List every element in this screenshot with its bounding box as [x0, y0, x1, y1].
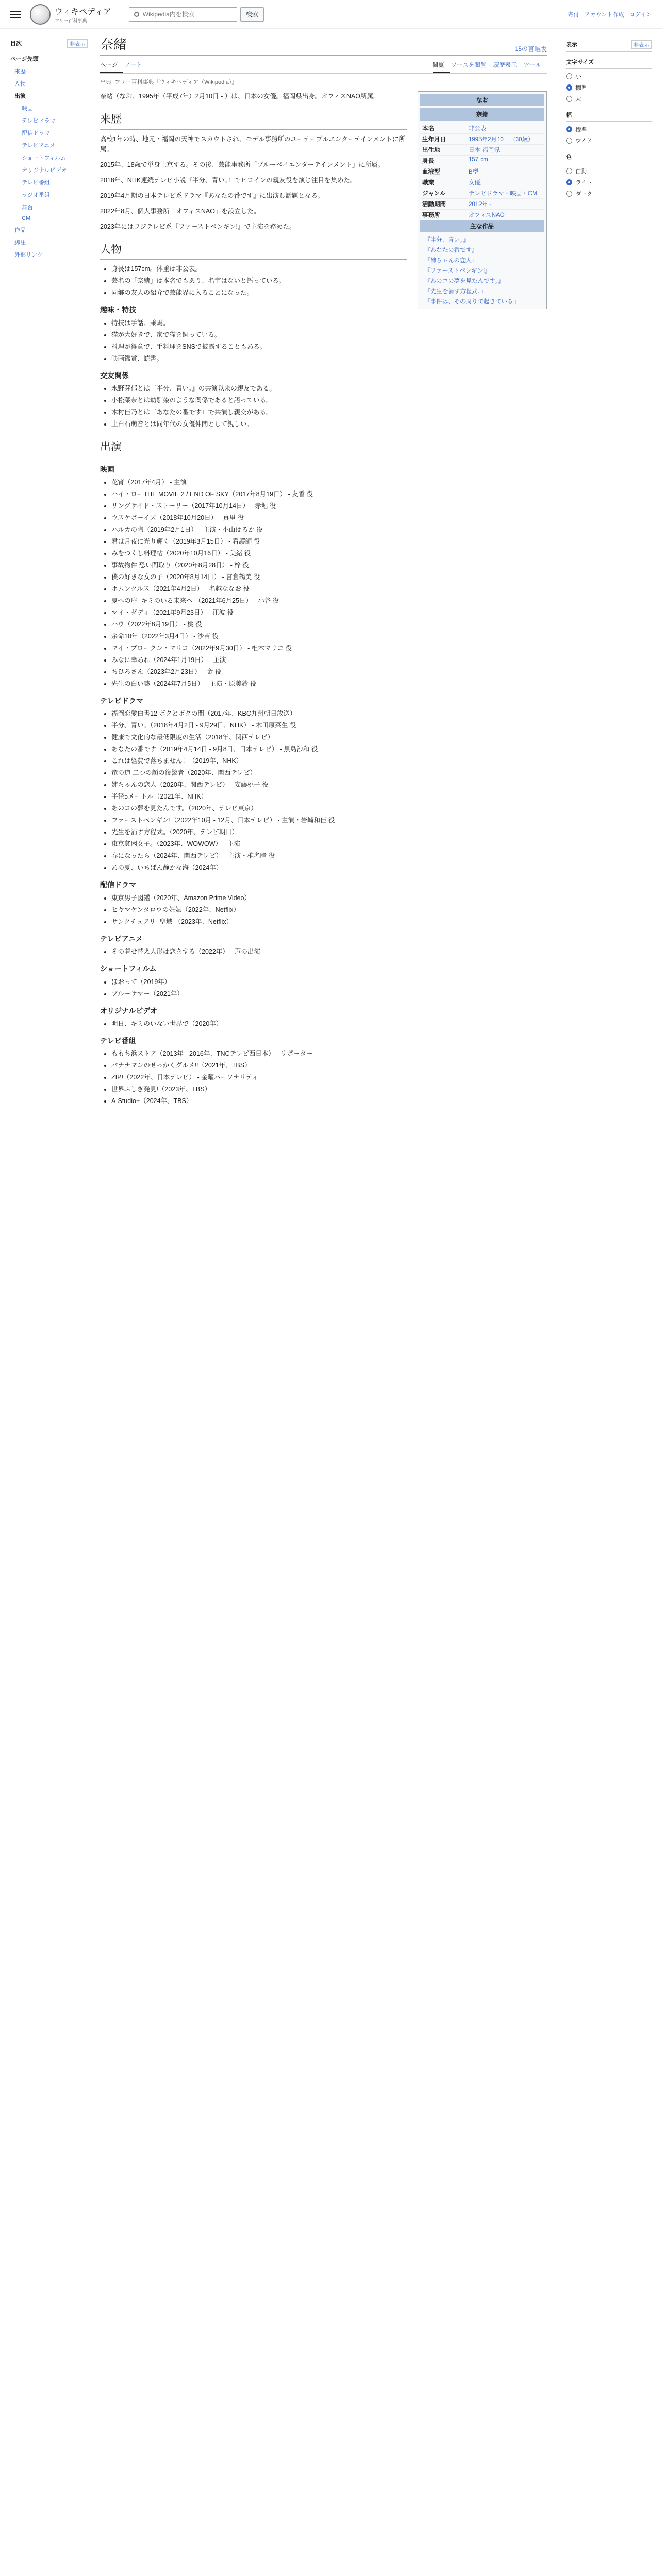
toc-item[interactable]: 作品 [14, 227, 26, 233]
streaming-item: • 東京男子図鑑（2020年、Amazon Prime Video） [111, 893, 407, 903]
create-account-link[interactable]: アカウント作成 [584, 11, 624, 18]
infobox-work-link[interactable]: 『先生を消す方程式。』 [424, 289, 487, 295]
drama-item: • 姉ちゃんの恋人（2020年、関西テレビ） - 安藤桃子 役 [111, 779, 407, 790]
infobox-value[interactable]: 2012年 - [469, 201, 492, 208]
infobox-row [420, 133, 544, 144]
film-item: • ハイ・ローTHE MOVIE 2 / END OF SKY（2017年8月19日） - 友香 役 [111, 489, 407, 499]
infobox-work-link[interactable]: 『あのコの夢を見たんです。』 [424, 278, 504, 284]
toc-item[interactable]: オリジナルビデオ [22, 167, 67, 174]
infobox-value[interactable]: オフィスNAO [469, 212, 505, 218]
hobby-item: • 特技は手話、乗馬。 [111, 318, 407, 328]
site-subtitle: フリー百科事典 [55, 18, 87, 23]
infobox-row [420, 209, 544, 220]
history-paragraph: 2015年、18歳で単身上京する。その後、芸能事務所「ブルーベイエンターテインメント」に所属。 [100, 161, 385, 168]
anime-list [111, 946, 407, 957]
drama-item: • あのコの夢を見たんです。（2020年、テレビ東京） [111, 803, 407, 814]
tab-read[interactable]: 閲覧 [433, 58, 450, 73]
person-item: • 芸名の「奈緒」は本名でもあり、名字はないと語っている。 [111, 276, 407, 286]
color-light-option[interactable]: ライト [566, 177, 652, 188]
film-item: • マイ・ブロークン・マリコ（2022年9月30日） - 椎木マリコ 役 [111, 643, 407, 653]
infobox-value[interactable]: 女優 [469, 180, 481, 186]
infobox-key: 職業 [422, 180, 434, 186]
section-film-heading: 映画 [100, 465, 114, 473]
tv-program-item: • ももち浜ストア（2013年 - 2016年、TNCテレビ西日本） - リポーター [111, 1048, 407, 1059]
drama-item: • 先生を消す方程式。（2020年、テレビ朝日） [111, 827, 407, 837]
infobox-value[interactable]: 157 cm [469, 157, 488, 163]
film-item: • マイ・ダディ（2021年9月23日） - 江波 役 [111, 607, 407, 618]
color-auto-option[interactable]: 自動 [566, 165, 652, 177]
streaming-list [111, 893, 407, 927]
infobox-work-link[interactable]: 『姉ちゃんの恋人』 [424, 258, 478, 264]
infobox-reading: なお [420, 94, 544, 106]
tv-program-item: • 世界ふしぎ発見!（2023年、TBS） [111, 1084, 407, 1094]
infobox-key: 本名 [422, 126, 434, 132]
width-heading: 幅 [566, 112, 572, 118]
section-short-heading: ショートフィルム [100, 964, 157, 973]
language-button[interactable]: 15の言語版 [515, 45, 547, 53]
film-list [111, 477, 407, 689]
film-item: • みなに幸あれ（2024年1月19日） - 主演 [111, 655, 407, 665]
drama-item: • あの夏、いちばん静かな海（2024年） [111, 862, 407, 873]
infobox-key: ジャンル [422, 191, 446, 197]
section-anime-heading: テレビアニメ [100, 934, 143, 943]
tv-program-item: • ZIP!（2022年、日本テレビ） - 金曜パーソナリティ [111, 1072, 407, 1082]
intro-paragraph: 奈緒（なお、1995年（平成7年）2月10日 - ）は、日本の女優。福岡県出身。オフィスNAO所属。 [100, 93, 380, 100]
history-section [100, 134, 407, 232]
section-drama-heading: テレビドラマ [100, 696, 143, 705]
page-title: 奈緒 [100, 37, 127, 52]
film-item: • みをつくし料理帖（2020年10月16日） - 美緒 役 [111, 548, 407, 558]
hobby-item: • 料理が得意で、手料理をSNSで披露することもある。 [111, 342, 407, 352]
infobox-key: 活動期間 [422, 201, 446, 208]
hobby-item: • 猫が大好きで、家で猫を飼っている。 [111, 330, 407, 340]
drama-item: • 半分、青い。（2018年4月2日 - 9月29日、NHK） - 木田原菜生 役 [111, 720, 407, 731]
toc-item[interactable]: テレビアニメ [22, 143, 56, 149]
site-header [0, 0, 662, 29]
infobox-row [420, 177, 544, 188]
toc-item[interactable]: 外部リンク [14, 252, 43, 258]
film-item: • ちひろさん（2023年2月23日） - 金 役 [111, 667, 407, 677]
infobox-row [420, 198, 544, 209]
text-size-standard-option[interactable]: 標準 [566, 82, 652, 93]
section-roles-heading: 出演 [100, 438, 407, 457]
infobox-row [420, 188, 544, 198]
film-item: • ハウ（2022年8月19日） - 桃 役 [111, 619, 407, 630]
tab-talk[interactable]: ノート [124, 62, 142, 69]
infobox-key: 事務所 [422, 212, 440, 218]
infobox-row [420, 166, 544, 177]
user-links [568, 10, 652, 19]
film-item: • 君は月夜に光り輝く（2019年3月15日） - 看護師 役 [111, 536, 407, 547]
film-item: • 夏への扉 -キミのいる未来へ-（2021年6月25日） - 小谷 役 [111, 596, 407, 606]
friend-item: • 小松菜奈とは幼馴染のような関係であると語っている。 [111, 395, 407, 405]
toc-hide-button[interactable]: 非表示 [67, 39, 88, 48]
friends-list [111, 383, 407, 429]
text-size-large-option[interactable]: 大 [566, 93, 652, 105]
infobox-key: 血液型 [422, 169, 440, 175]
width-standard-option[interactable]: 標準 [566, 124, 652, 135]
toc-item[interactable]: ページ先頭 [10, 56, 39, 62]
toc-item[interactable]: CM [22, 215, 31, 222]
main-menu-icon[interactable] [10, 11, 21, 18]
search-input[interactable] [129, 7, 237, 22]
infobox-key: 生年月日 [422, 137, 446, 143]
toc-item[interactable]: 人物 [14, 81, 26, 87]
radio-icon [566, 138, 572, 144]
film-item: • ウスケボーイズ（2018年10月20日） - 真里 役 [111, 513, 407, 523]
section-history-heading: 来歴 [100, 111, 407, 130]
tab-history[interactable]: 履歴表示 [493, 62, 517, 69]
radio-icon [566, 126, 572, 132]
infobox-name: 奈緒 [420, 108, 544, 121]
wikipedia-logo[interactable] [30, 4, 111, 25]
drama-item: • 健康で文化的な最低限度の生活（2018年、関西テレビ） [111, 732, 407, 742]
appearance-heading: 表示 [566, 42, 577, 48]
toc-item[interactable]: ショートフィルム [22, 155, 67, 161]
history-paragraph: 高校1年の時、地元・福岡の天神でスカウトされ、モデル事務所のユーテーブルエンターテインメントに所属。 [100, 135, 405, 153]
donate-link[interactable]: 寄付 [568, 11, 580, 18]
drama-item: • 福岡恋愛白書12 ボクとボクの間（2017年、KBC九州朝日放送） [111, 708, 407, 719]
short-film-item: • ほおって（2019年） [111, 977, 407, 987]
drama-item: • あなたの番です（2019年4月14日 - 9月8日、日本テレビ） - 黒島沙和 役 [111, 744, 407, 754]
infobox-row [420, 155, 544, 166]
film-item: • ホムンクルス（2021年4月2日） - 名越ななお 役 [111, 584, 407, 594]
history-paragraph: 2018年、NHK連続テレビ小説『半分、青い。』でヒロインの親友役を演じ注目を集めた。 [100, 176, 357, 184]
appearance-panel [559, 29, 652, 1110]
anime-item: • その着せ替え人形は恋をする（2022年） - 声の出演 [111, 946, 407, 957]
infobox [418, 91, 547, 309]
infobox-value[interactable]: 非公表 [469, 126, 487, 132]
infobox-key: 身長 [422, 158, 434, 164]
drama-item: • 東京貧困女子。（2023年、WOWOW） - 主演 [111, 839, 407, 849]
tv-program-item: • バナナマンのせっかくグルメ!!（2021年、TBS） [111, 1060, 407, 1071]
tab-tools[interactable]: ツール [523, 62, 541, 69]
original-video-list [111, 1019, 407, 1029]
section-ov-heading: オリジナルビデオ [100, 1006, 158, 1015]
drama-item: • ファーストペンギン!（2022年10月 - 12月、日本テレビ） - 主演・岩崎和佳 役 [111, 815, 407, 825]
infobox-work-link[interactable]: 『あなたの番です』 [424, 247, 478, 253]
tagline: 出典: フリー百科事典『ウィキペディア（Wikipedia）』 [100, 79, 238, 86]
search-button[interactable]: 検索 [240, 7, 264, 22]
site-name: ウィキペディア [55, 6, 111, 16]
toc-heading: 目次 [10, 41, 22, 47]
infobox-work-link[interactable]: 『半分、青い。』 [424, 237, 469, 243]
film-item: • 事故物件 恐い間取り（2020年8月28日） - 梓 役 [111, 560, 407, 570]
friend-item: • 木村佳乃とは『あなたの番です』で共演し親交がある。 [111, 407, 407, 417]
color-heading: 色 [566, 154, 572, 160]
radio-icon [566, 191, 572, 197]
infobox-value[interactable]: テレビドラマ・映画・CM [469, 191, 537, 197]
toc-item[interactable]: 脚注 [14, 240, 26, 246]
history-paragraph: 2023年にはフジテレビ系『ファーストペンギン!』で主演を務めた。 [100, 223, 296, 230]
toc-item[interactable]: 舞台 [22, 205, 33, 211]
color-dark-option[interactable]: ダーク [566, 188, 652, 199]
section-friends-heading: 交友関係 [100, 371, 129, 380]
section-tv-heading: テレビ番組 [100, 1036, 136, 1045]
film-item: • 余命10年（2022年3月4日） - 沙苗 役 [111, 631, 407, 641]
drama-item: • これは経費で落ちません！（2019年、NHK） [111, 756, 407, 766]
hobby-item: • 映画鑑賞、読書。 [111, 353, 407, 364]
tv-program-list [111, 1048, 407, 1106]
toc-item[interactable]: テレビドラマ [22, 118, 56, 124]
tab-view-source[interactable]: ソースを閲覧 [451, 62, 487, 69]
film-item: • 花宵（2017年4月） - 主演 [111, 477, 407, 487]
radio-icon [566, 168, 572, 174]
width-wide-option[interactable]: ワイド [566, 135, 652, 146]
film-item: • リングサイド・ストーリー（2017年10月14日） - 赤堀 役 [111, 501, 407, 511]
radio-icon [566, 179, 572, 185]
infobox-value[interactable]: 日本 福岡県 [469, 147, 500, 154]
radio-icon [566, 73, 572, 79]
hobby-list [111, 318, 407, 364]
tv-program-item: • A-Studio+（2024年、TBS） [111, 1096, 407, 1106]
article-body [100, 91, 407, 1110]
infobox-work-link[interactable]: 『事件は、その周りで起きている』 [424, 299, 519, 305]
short-film-item: • ブルーサマー（2021年） [111, 989, 407, 999]
drama-item: • 竜の道 二つの顔の復讐者（2020年、関西テレビ） [111, 768, 407, 778]
infobox-work-link[interactable]: 『ファーストペンギン!』 [424, 268, 491, 274]
infobox-works-heading: 主な作品 [420, 220, 544, 232]
toc-item[interactable]: 出演 [14, 93, 26, 99]
toc-item[interactable]: ラジオ番組 [22, 192, 50, 198]
original-video-item: • 明日、キミのいない世界で（2020年） [111, 1019, 407, 1029]
tab-page[interactable]: ページ [100, 58, 123, 73]
search-icon [134, 12, 139, 17]
short-film-list [111, 977, 407, 999]
text-size-small-option[interactable]: 小 [566, 71, 652, 82]
friend-item: • 永野芽郁とは『半分、青い。』の共演以来の親友である。 [111, 383, 407, 394]
toc-item[interactable]: 配信ドラマ [22, 130, 50, 137]
person-item: • 同郷の友人の紹介で芸能界に入ることになった。 [111, 287, 407, 298]
infobox-value[interactable]: B型 [469, 169, 479, 175]
person-item: • 身長は157cm。体重は非公表。 [111, 264, 407, 274]
film-item: • 僕の好きな女の子（2020年8月14日） - 宮倉鶴美 役 [111, 572, 407, 582]
infobox-row [420, 123, 544, 133]
search-box [124, 7, 264, 22]
streaming-item: • ヒヤマケンタロウの妊娠（2022年、Netflix） [111, 905, 407, 915]
drama-list [111, 708, 407, 873]
section-hobby-heading: 趣味・特技 [100, 306, 136, 314]
main-content [88, 29, 559, 1110]
text-size-heading: 文字サイズ [566, 59, 594, 65]
wikipedia-globe-icon [30, 4, 51, 25]
appearance-hide-button[interactable]: 非表示 [631, 40, 652, 49]
infobox-key: 出生地 [422, 147, 440, 154]
drama-item: • 半径5メートル（2021年、NHK） [111, 791, 407, 802]
toc-item[interactable]: 来歴 [14, 69, 26, 75]
streaming-item: • サンクチュアリ -聖域-（2023年、Netflix） [111, 917, 407, 927]
section-person-heading: 人物 [100, 241, 407, 260]
history-paragraph: 2019年4月期の日本テレビ系ドラマ『あなたの番です』に出演し話題となる。 [100, 192, 324, 199]
history-paragraph: 2022年8月、個人事務所「オフィスNAO」を設立した。 [100, 207, 260, 215]
radio-icon [566, 96, 572, 102]
login-link[interactable]: ログイン [629, 11, 652, 18]
infobox-row [420, 144, 544, 155]
film-item: • 先生の白い嘘（2024年7月5日） - 主演・原美鈴 役 [111, 679, 407, 689]
drama-item: • 春になったら（2024年、関西テレビ） - 主演・椎名瞳 役 [111, 851, 407, 861]
toc-item[interactable]: テレビ番組 [22, 180, 50, 186]
radio-icon [566, 84, 572, 91]
person-list [111, 264, 407, 298]
friend-item: • 上白石萌音とは同年代の女優仲間として親しい。 [111, 419, 407, 429]
toc-item[interactable]: 映画 [22, 106, 33, 112]
section-streaming-heading: 配信ドラマ [100, 880, 136, 889]
infobox-value[interactable]: 1995年2月10日（30歳） [469, 137, 534, 143]
page-tabs [100, 58, 547, 74]
table-of-contents [10, 29, 88, 1110]
film-item: • ハルカの陶（2019年2月1日） - 主演・小山はるか 役 [111, 524, 407, 535]
